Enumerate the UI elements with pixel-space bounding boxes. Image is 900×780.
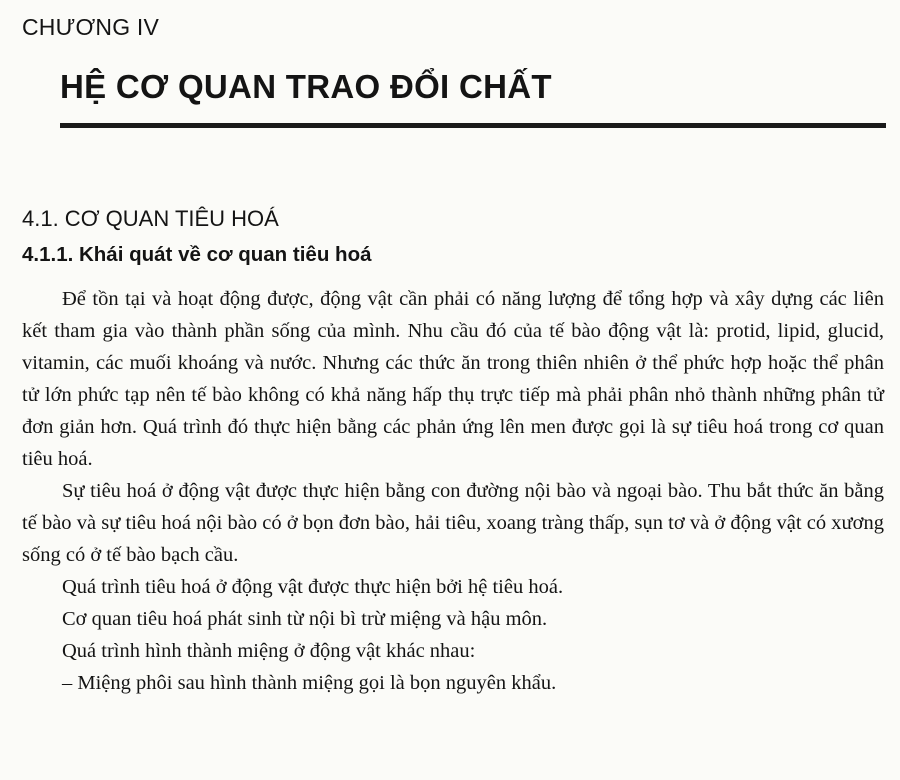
- paragraph: Để tồn tại và hoạt động được, động vật cần phải có năng lượng để tổng hợp và xây dựng các liên kết tham gia vào thành phần sống của mình. Nhu cầu đó của tế bào động vật là: protid, lipid, glucid, vitamin, các muối khoáng và nước. Nhưng các thức ăn trong thiên nhiên ở thể phức hợp hoặc thể phân tử lớn phức tạp nên tế bào không có khả năng hấp thụ trực tiếp mà phải phân nhỏ thành những phân tử đơn giản hơn. Quá trình đó thực hiện bằng các phản ứng lên men được gọi là sự tiêu hoá trong cơ quan tiêu hoá.: [22, 288, 884, 470]
- paragraph: Sự tiêu hoá ở động vật được thực hiện bằng con đường nội bào và ngoại bào. Thu bắt thức ăn bằng tế bào và sự tiêu hoá nội bào có ở bọn đơn bào, hải tiêu, xoang tràng thấp, sụn tơ và ở động vật có xương sống có ở tế bào bạch cầu.: [22, 480, 884, 566]
- subsection-heading: 4.1.1. Khái quát về cơ quan tiêu hoá: [22, 243, 372, 266]
- list-item: – Miệng phôi sau hình thành miệng gọi là bọn nguyên khẩu.: [62, 672, 557, 694]
- paragraph: Quá trình tiêu hoá ở động vật được thực hiện bởi hệ tiêu hoá.: [62, 576, 564, 598]
- paragraph: Quá trình hình thành miệng ở động vật khác nhau:: [62, 640, 476, 662]
- chapter-label: CHƯƠNG IV: [22, 14, 160, 40]
- section-heading: 4.1. CƠ QUAN TIÊU HOÁ: [22, 206, 279, 231]
- paragraph: Cơ quan tiêu hoá phát sinh từ nội bì trừ miệng và hậu môn.: [62, 608, 548, 630]
- title-divider: [60, 123, 886, 128]
- chapter-title: HỆ CƠ QUAN TRAO ĐỔI CHẤT: [60, 68, 552, 105]
- body-text: [22, 283, 884, 699]
